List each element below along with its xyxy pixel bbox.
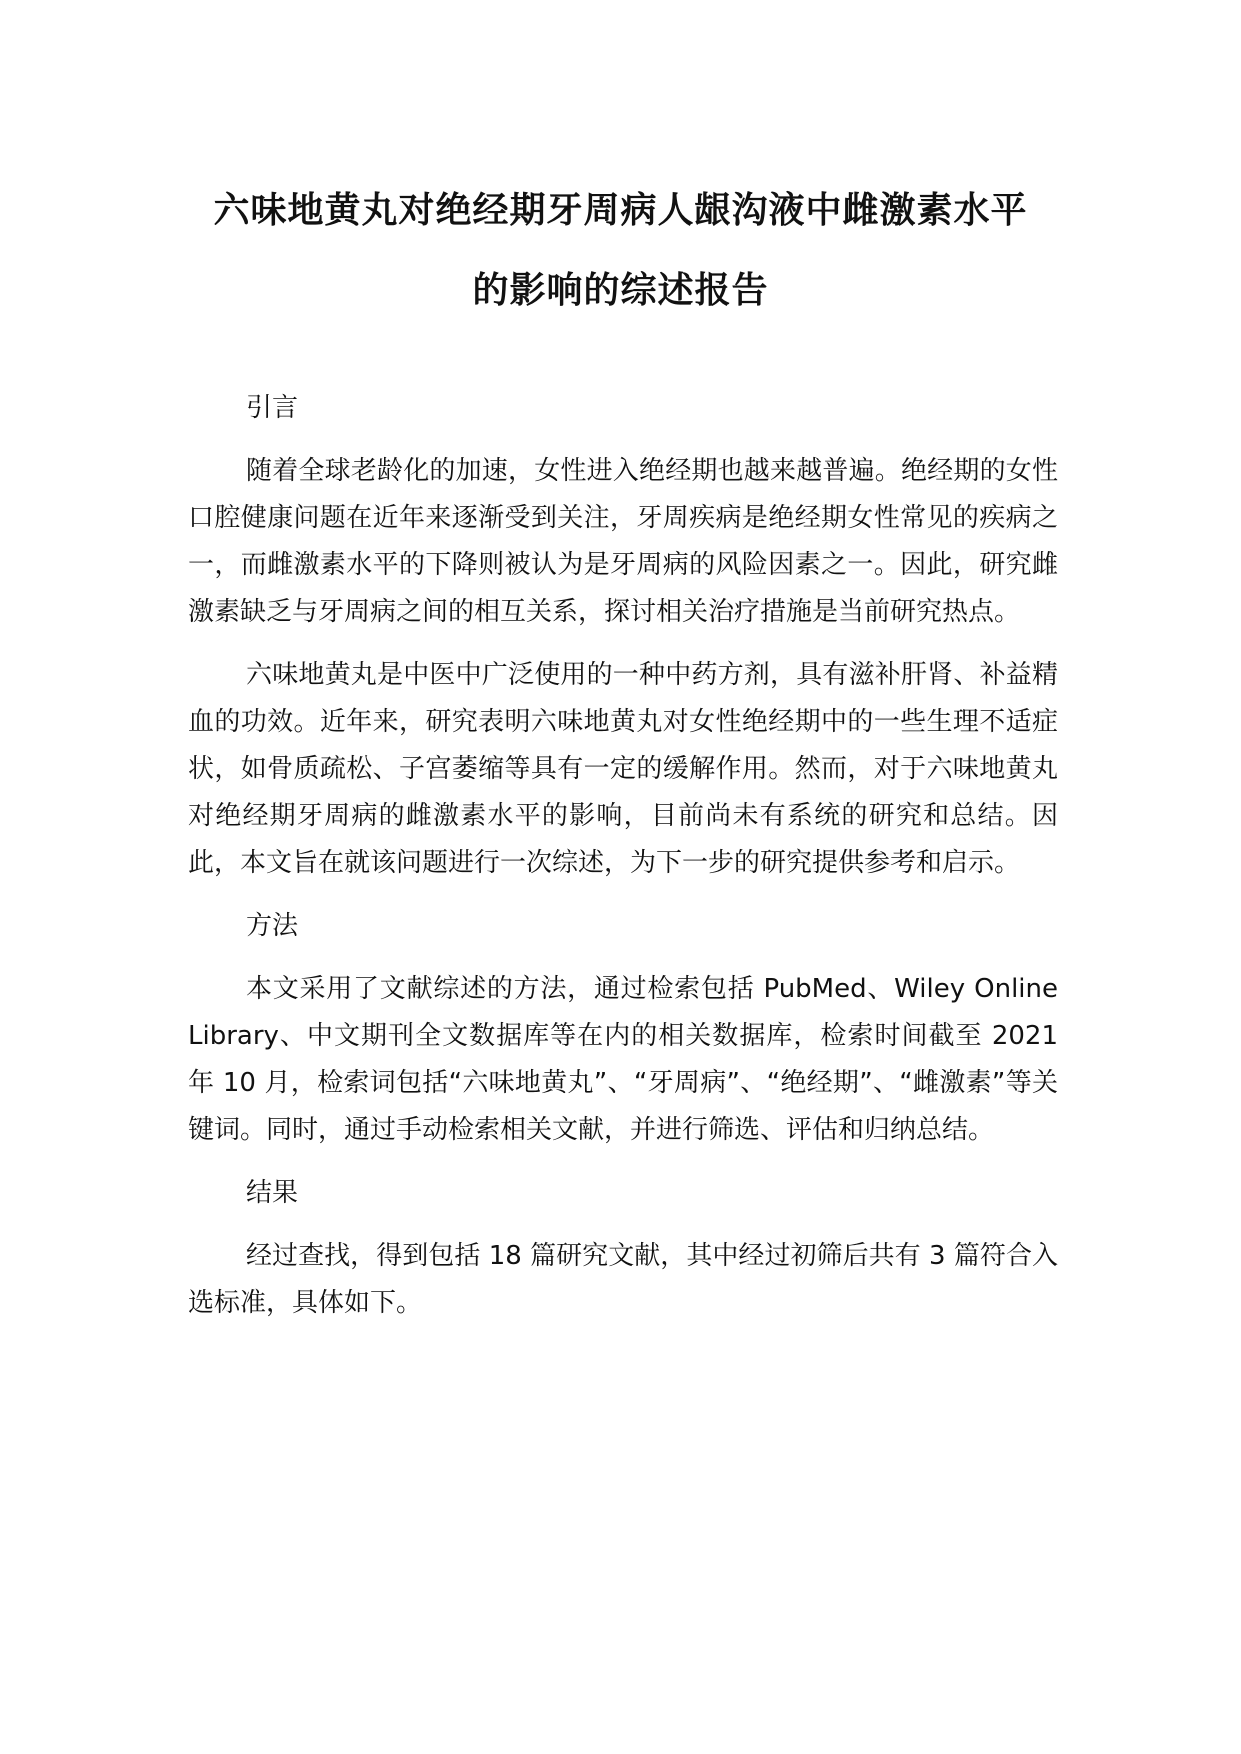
- document-title-line-1: 六味地黄丸对绝经期牙周病人龈沟液中雌激素水平: [213, 190, 1028, 231]
- section-heading-introduction: 引言: [246, 393, 299, 423]
- introduction-paragraph-1: 随着全球老龄化的加速，女性进入绝经期也越来越普遍。绝经期的女性口腔健康问题在近年来逐渐受到关注，牙周疾病是绝经期女性常见的疾病之一，而雌激素水平的下降则被认为是牙周病的风险因素之一。因此，研究雌激素缺乏与牙周病之间的相互关系，探讨相关治疗措施是当前研究热点。: [188, 456, 1058, 627]
- methods-paragraph: 本文采用了文献综述的方法，通过检索包括 PubMed、Wiley Online Library、中文期刊全文数据库等在内的相关数据库，检索时间截至 2021 年 10 月，检索词包括“六味地黄丸”、“牙周病”、“绝经期”、“雌激素”等关键词。同时，通过手动检索相关文献，并进行筛选、评估和归纳总结。: [188, 974, 1058, 1145]
- document-body: [188, 385, 1058, 1343]
- section-heading-results: 结果: [246, 1178, 299, 1208]
- section-heading-methods: 方法: [246, 911, 299, 941]
- document-title-line-2: 的影响的综述报告: [472, 270, 769, 311]
- results-paragraph: 经过查找，得到包括 18 篇研究文献，其中经过初筛后共有 3 篇符合入选标准，具体如下。: [188, 1241, 1058, 1318]
- introduction-paragraph-2: 六味地黄丸是中医中广泛使用的一种中药方剂，具有滋补肝肾、补益精血的功效。近年来，研究表明六味地黄丸对女性绝经期中的一些生理不适症状，如骨质疏松、子宫萎缩等具有一定的缓解作用。然而，对于六味地黄丸对绝经期牙周病的雌激素水平的影响，目前尚未有系统的研究和总结。因此，本文旨在就该问题进行一次综述，为下一步的研究提供参考和启示。: [188, 660, 1058, 878]
